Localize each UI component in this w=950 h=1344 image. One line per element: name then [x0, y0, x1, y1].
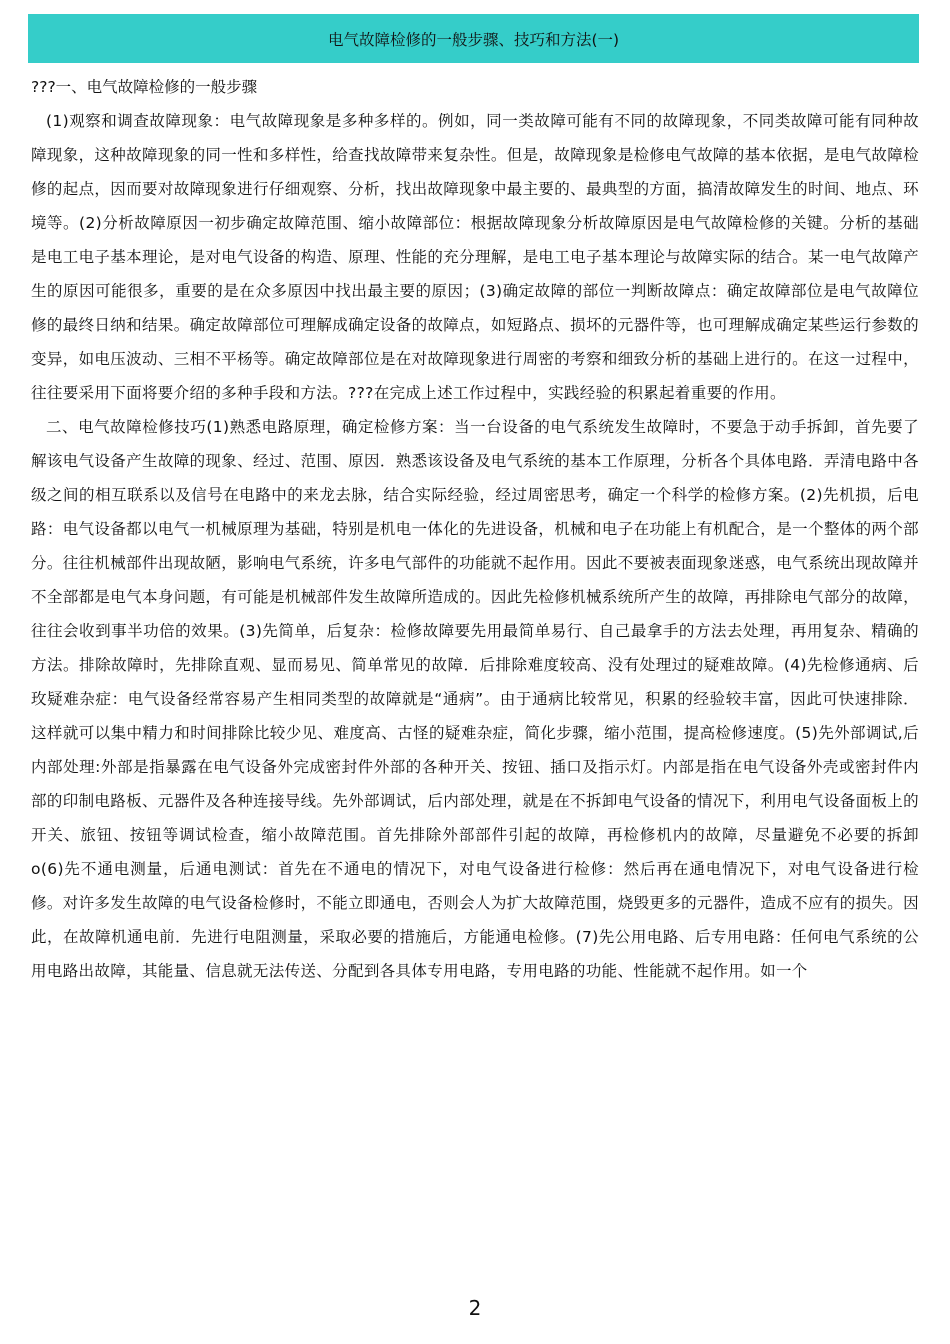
page-number: 2: [468, 1296, 482, 1320]
title-banner: [28, 14, 919, 63]
section1-paragraph: (1)观察和调查故障现象：电气故障现象是多种多样的。例如，同一类故障可能有不同的故障现象，不同类故障可能有同种故障现象，这种故障现象的同一性和多样性，给查找故障带来复杂性。但是，故障现象是检修电气故障的基本依据，是电气故障检修的起点，因而要对故障现象进行仔细观察、分析，找出故障现象中最主要的、最典型的方面，搞清故障发生的时间、地点、环境等。(2)分析故障原因一初步确定故障范围、缩小故障部位：根据故障现象分析故障原因是电气故障检修的关键。分析的基础是电工电子基本理论，是对电气设备的构造、原理、性能的充分理解，是电工电子基本理论与故障实际的结合。某一电气故障产生的原因可能很多，重要的是在众多原因中找出最主要的原因；(3)确定故障的部位一判断故障点：确定故障部位是电气故障位修的最终日纳和结果。确定故障部位可理解成确定设备的故障点，如短路点、损坏的元器件等，也可理解成确定某些运行参数的变异，如电压波动、三相不平杨等。确定故障部位是在对故障现象进行周密的考察和细致分析的基础上进行的。在这一过程中，往往要采用下面将要介绍的多种手段和方法。???在完成上述工作过程中，实践经验的积累起着重要的作用。: [31, 112, 919, 402]
section-heading: ???一、电气故障检修的一般步骤: [31, 78, 258, 96]
section2-paragraph: 二、电气故障检修技巧(1)熟悉电路原理，确定检修方案：当一台设备的电气系统发生故障时，不要急于动手拆卸，首先要了解该电气设备产生故障的现象、经过、范围、原因．熟悉该设备及电气系统的基本工作原理，分析各个具体电路．弄清电路中各级之间的相互联系以及信号在电路中的来龙去脉，结合实际经验，经过周密思考，确定一个科学的检修方案。(2)先机损，后电路：电气设备都以电气一机械原理为基础，特别是机电一体化的先进设备，机械和电子在功能上有机配合，是一个整体的两个部分。往往机械部件出现故陋，影响电气系统，许多电气部件的功能就不起作用。因此不要被表面现象迷惑，电气系统出现故障并不全部都是电气本身问题，有可能是机械部件发生故障所造成的。因此先检修机械系统所产生的故障，再排除电气部分的故障，往往会收到事半功倍的效果。(3)先简单，后复杂：检修故障要先用最简单易行、自己最拿手的方法去处理，再用复杂、精确的方法。排除故障时，先排除直观、显而易见、简单常见的故障．后排除难度较高、没有处理过的疑难故障。(4)先检修通病、后玫疑难杂症：电气设备经常容易产生相同类型的故障就是“通病”。由于通病比较常见，积累的经验较丰富，因此可快速排除．这样就可以集中精力和时间排除比较少见、难度高、古怪的疑难杂症，简化步骤，缩小范围，提高检修速度。(5)先外部调试,后内部处理:外部是指暴露在电气设备外完成密封件外部的各种开关、按钮、插口及指示灯。内部是指在电气设备外壳或密封件内部的印制电路板、元器件及各种连接导线。先外部调试，后内部处理，就是在不拆卸电气设备的情况下，利用电气设备面板上的开关、旅钮、按钮等调试检查，缩小故障范围。首先排除外部部件引起的故障，再检修机内的故障，尽量避免不必要的拆卸 o(6)先不通电测量，后通电测试：首先在不通电的情况下，对电气设备进行检修：然后再在通电情况下，对电气设备进行检修。对许多发生故障的电气设备检修时，不能立即通电，否则会人为扩大故障范围，烧毁更多的元器件，造成不应有的损失。因此，在故障机通电前．先进行电阻测量，采取必要的措施后，方能通电检修。(7)先公用电路、后专用电路：任何电气系统的公用电路出故障，其能量、信息就无法传送、分配到各具体专用电路，专用电路的功能、性能就不起作用。如一个: [31, 418, 919, 980]
document-body: [31, 70, 919, 988]
document-title: 电气故障检修的一般步骤、技巧和方法(一): [327, 30, 620, 49]
